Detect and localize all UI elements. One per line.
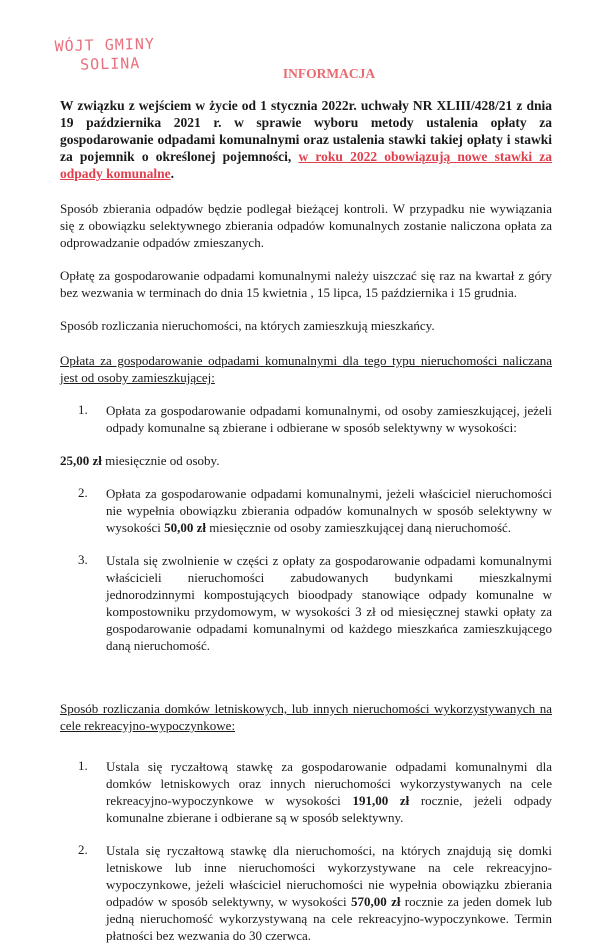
control-paragraph: Sposób zbierania odpadów będzie podlegał bieżącej kontroli. W przypadku nie wywiązania się z obowiązku selektywnego zbierania odpadów komunalnych zostanie naliczona opłata za odprowadzanie odpadów zmieszanych. [60, 201, 552, 250]
residential-item-2 [60, 485, 552, 536]
stamp-line-1: WÓJT GMINY [54, 34, 156, 56]
item-amount: 570,00 zł [351, 894, 401, 909]
intro-end: . [170, 166, 175, 181]
rate-amount: 25,00 zł [60, 453, 102, 468]
document-title: INFORMACJA [282, 66, 376, 81]
residential-item-3 [60, 552, 552, 654]
item-number: 2. [78, 842, 88, 857]
document-body [60, 97, 552, 944]
item-text-before: Ustala się ryczałtową stawkę dla nieruchomości, na których znajdują się domki letniskowe lub inne nieruchomości wykorzystywane na cele rekreacyjno-wypoczynkowe, jeżeli właściciel nieruchomości nie wypełnia obowiązku zbierania odpadów w sposób selektywny, w wysokości [106, 843, 552, 909]
recreational-heading: Sposób rozliczania domków letniskowych, lub innych nieruchomości wykorzystywanych na cele rekreacyjno-wypoczynkowe: [60, 701, 552, 733]
residential-item-1 [60, 402, 552, 436]
recreational-item-2 [60, 842, 552, 944]
item-text-before: Opłata za gospodarowanie odpadami komunalnymi, jeżeli właściciel nieruchomości nie wypełnia obowiązku zbierania odpadów komunalnych w sposób selektywny w wysokości [106, 486, 552, 535]
intro-paragraph [60, 97, 552, 182]
item-text-after: rocznie za jeden domek lub jedną nieruchomość wykorzystywaną na cele rekreacyjno-wypoczynkowe. Termin płatności bez wezwania do 30 czerwca. [106, 894, 553, 943]
item-amount: 191,00 zł [352, 793, 410, 808]
recreational-item-1 [60, 758, 552, 826]
item-number: 2. [78, 485, 88, 500]
item-text [102, 758, 552, 826]
payment-paragraph: Opłatę za gospodarowanie odpadami komunalnymi należy uiszczać się raz na kwartał z góry bez wezwania w terminach do dnia 15 kwietnia , 15 lipca, 15 października i 15 grudnia. [60, 268, 552, 300]
item-amount: 50,00 zł [164, 520, 207, 535]
item-number: 1. [78, 758, 88, 773]
residential-heading: Opłata za gospodarowanie odpadami komunalnymi dla tego typu nieruchomości naliczana jest od osoby zamieszkującej: [60, 353, 552, 385]
residential-method-paragraph: Sposób rozliczania nieruchomości, na których zamieszkują mieszkańcy. [60, 318, 435, 333]
rate-text: miesięcznie od osoby. [101, 453, 220, 468]
item-text-after: rocznie, jeżeli odpady komunalne zbierane i odbierane są w sposób selektywny. [106, 793, 553, 825]
item-number: 1. [78, 402, 88, 417]
item-text [102, 842, 552, 944]
residential-rate-line [60, 452, 552, 469]
intro-text: W związku z wejściem w życie od 1 stycznia 2022r. uchwały NR XLIII/428/21 z dnia 19 października 2021 r. w sprawie wyboru metody ustalenia opłaty za gospodarowanie odpadami komunalnymi oraz ustalenia stawki takiej opłaty i stawki za pojemnik o określonej pojemności, [60, 98, 552, 164]
item-number: 3. [78, 552, 88, 567]
item-text: Opłata za gospodarowanie odpadami komunalnymi, od osoby zamieszkującej, jeżeli odpady komunalne są zbierane i odbierane w sposób selektywny w wysokości: [106, 403, 552, 435]
stamp-line-2: SOLINA [79, 54, 141, 74]
item-text-after: miesięcznie od osoby zamieszkującej daną nieruchomość. [206, 520, 512, 535]
intro-highlight: w roku 2022 obowiązują nowe stawki za odpady komunalne [60, 149, 552, 181]
item-text [102, 485, 552, 536]
item-text: Ustala się zwolnienie w części z opłaty za gospodarowanie odpadami komunalnymi właścicieli nieruchomości zabudowanych budynkami mieszkalnymi jednorodzinnymi kompostujących bioodpady stanowiące odpady komunalne w kompostowniku przydomowym, w wysokości 3 zł od miesięcznej stawki opłaty za gospodarowanie odpadami komunalnymi od każdego mieszkańca zamieszkującego daną nieruchomość. [106, 553, 552, 653]
item-text-before: Ustala się ryczałtową stawkę za gospodarowanie odpadami komunalnymi dla domków letniskowych oraz innych nieruchomości wykorzystywanych na cele rekreacyjno-wypoczynkowe w wysokości [106, 759, 552, 808]
